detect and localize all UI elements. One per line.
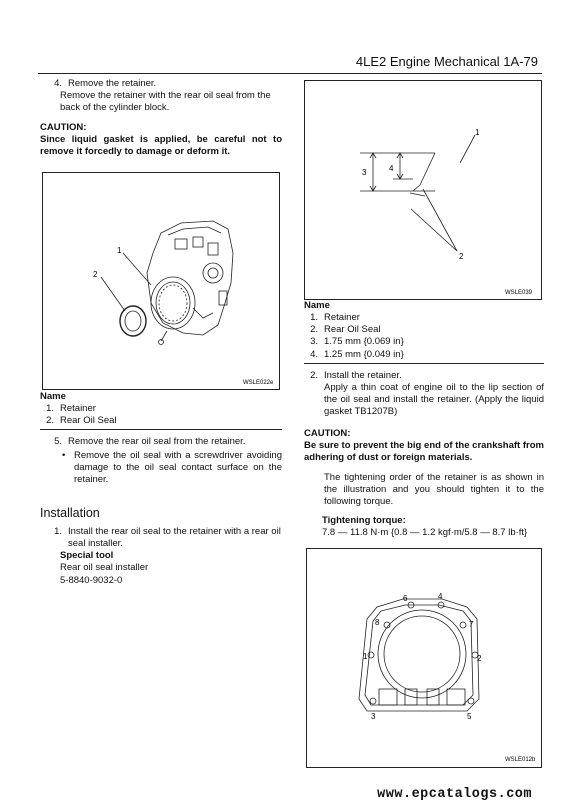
tightening-note: The tightening order of the retainer is as shown in the illustration and you should tighten it to the following torque. (324, 472, 544, 508)
caution-2 (304, 428, 544, 464)
footer-watermark: www.epcatalogs.com (377, 786, 532, 802)
name-item-text: Retainer (60, 403, 96, 415)
name-item-text: Retainer (324, 312, 360, 324)
step-title: Install the rear oil seal to the retainer with a rear oil seal installer. (68, 526, 281, 550)
callout-8: 8 (375, 618, 380, 627)
step-number: 2. (310, 370, 318, 381)
step-number: 1. (54, 526, 62, 537)
name-item-text: 1.75 mm {0.069 in} (324, 336, 404, 348)
callout-3: 3 (362, 168, 367, 177)
name-item-number: 2. (310, 324, 318, 336)
name-item-number: 2. (46, 415, 54, 427)
caution-1 (40, 122, 282, 158)
callout-3: 3 (371, 712, 376, 721)
torque-value: 7.8 — 11.8 N·m {0.8 — 1.2 kgf·m/5.8 — 8.7 lb·ft} (322, 527, 528, 539)
name-item-number: 3. (310, 336, 318, 348)
figure-id: WSLE039 (505, 290, 533, 296)
seal-position-diagram (305, 81, 541, 299)
callout-1: 1 (475, 128, 480, 137)
name-item-number: 4. (310, 348, 318, 360)
step-text: Remove the retainer with the rear oil seal from the back of the cylinder block. (60, 90, 271, 114)
special-tool-name: Rear oil seal installer (60, 562, 149, 574)
step-text: Apply a thin coat of engine oil to the lip section of the oil seal and install the retainer. (Apply the liquid gasket TB1207B) (324, 382, 544, 418)
page-header-title: 4LE2 Engine Mechanical 1A-79 (355, 54, 538, 69)
caution-text: Be sure to prevent the big end of the crankshaft from adhering of dust or foreign materials. (304, 440, 544, 464)
figure-seal-position (304, 80, 542, 300)
step-number: 4. (54, 78, 62, 89)
figure-id: WSLE012b (505, 757, 536, 763)
name-item-number: 1. (310, 312, 318, 324)
name-list-2 (304, 300, 540, 361)
callout-1: 1 (363, 652, 368, 661)
callout-4: 4 (389, 164, 394, 173)
callout-6: 6 (403, 594, 408, 603)
name-list-1 (40, 391, 280, 427)
callout-1: 1 (117, 246, 122, 255)
install-step-1 (48, 526, 282, 587)
callout-5: 5 (467, 712, 472, 721)
step-4 (48, 78, 282, 114)
callout-2: 2 (93, 270, 98, 279)
bullet-text: Remove the oil seal with a screwdriver avoiding damage to the oil seal contact surface on the retainer. (74, 450, 282, 486)
figure-tightening-order (306, 548, 542, 768)
caution-text: Since liquid gasket is applied, be careful not to remove it forcedly to damage or deform it. (40, 134, 282, 158)
name-item-text: Rear Oil Seal (60, 415, 117, 427)
callout-7: 7 (469, 620, 474, 629)
tightening-order-diagram (307, 549, 541, 767)
step-number: 5. (54, 436, 62, 447)
step-title: Remove the retainer. (68, 78, 157, 89)
special-tool-number: 5-8840-9032-0 (60, 574, 123, 586)
caution-label: CAUTION: (40, 122, 87, 133)
step-title: Install the retainer. (324, 370, 402, 381)
figure-retainer-removal (42, 172, 280, 390)
step-5 (48, 436, 282, 487)
tightening-torque (322, 515, 544, 539)
retainer-illustration (43, 173, 279, 389)
name-item-text: 1.25 mm {0.049 in} (324, 348, 404, 360)
callout-4: 4 (438, 592, 443, 601)
name-item-number: 1. (46, 403, 54, 415)
callout-2: 2 (477, 654, 482, 663)
divider-left (40, 429, 282, 430)
step-title: Remove the rear oil seal from the retainer. (68, 436, 246, 447)
special-tool-label: Special tool (60, 550, 114, 562)
name-item-text: Rear Oil Seal (324, 324, 381, 336)
divider-right (304, 363, 544, 364)
figure-id: WSLE022e (243, 380, 274, 386)
bullet-dot: • (62, 450, 66, 462)
step-bullet (62, 450, 282, 486)
torque-label: Tightening torque: (322, 515, 406, 526)
name-title: Name (304, 300, 330, 311)
install-step-2 (304, 370, 544, 419)
header-rule (38, 73, 542, 74)
installation-heading: Installation (40, 506, 100, 520)
name-title: Name (40, 391, 66, 402)
caution-label: CAUTION: (304, 428, 351, 439)
callout-2: 2 (459, 252, 464, 261)
